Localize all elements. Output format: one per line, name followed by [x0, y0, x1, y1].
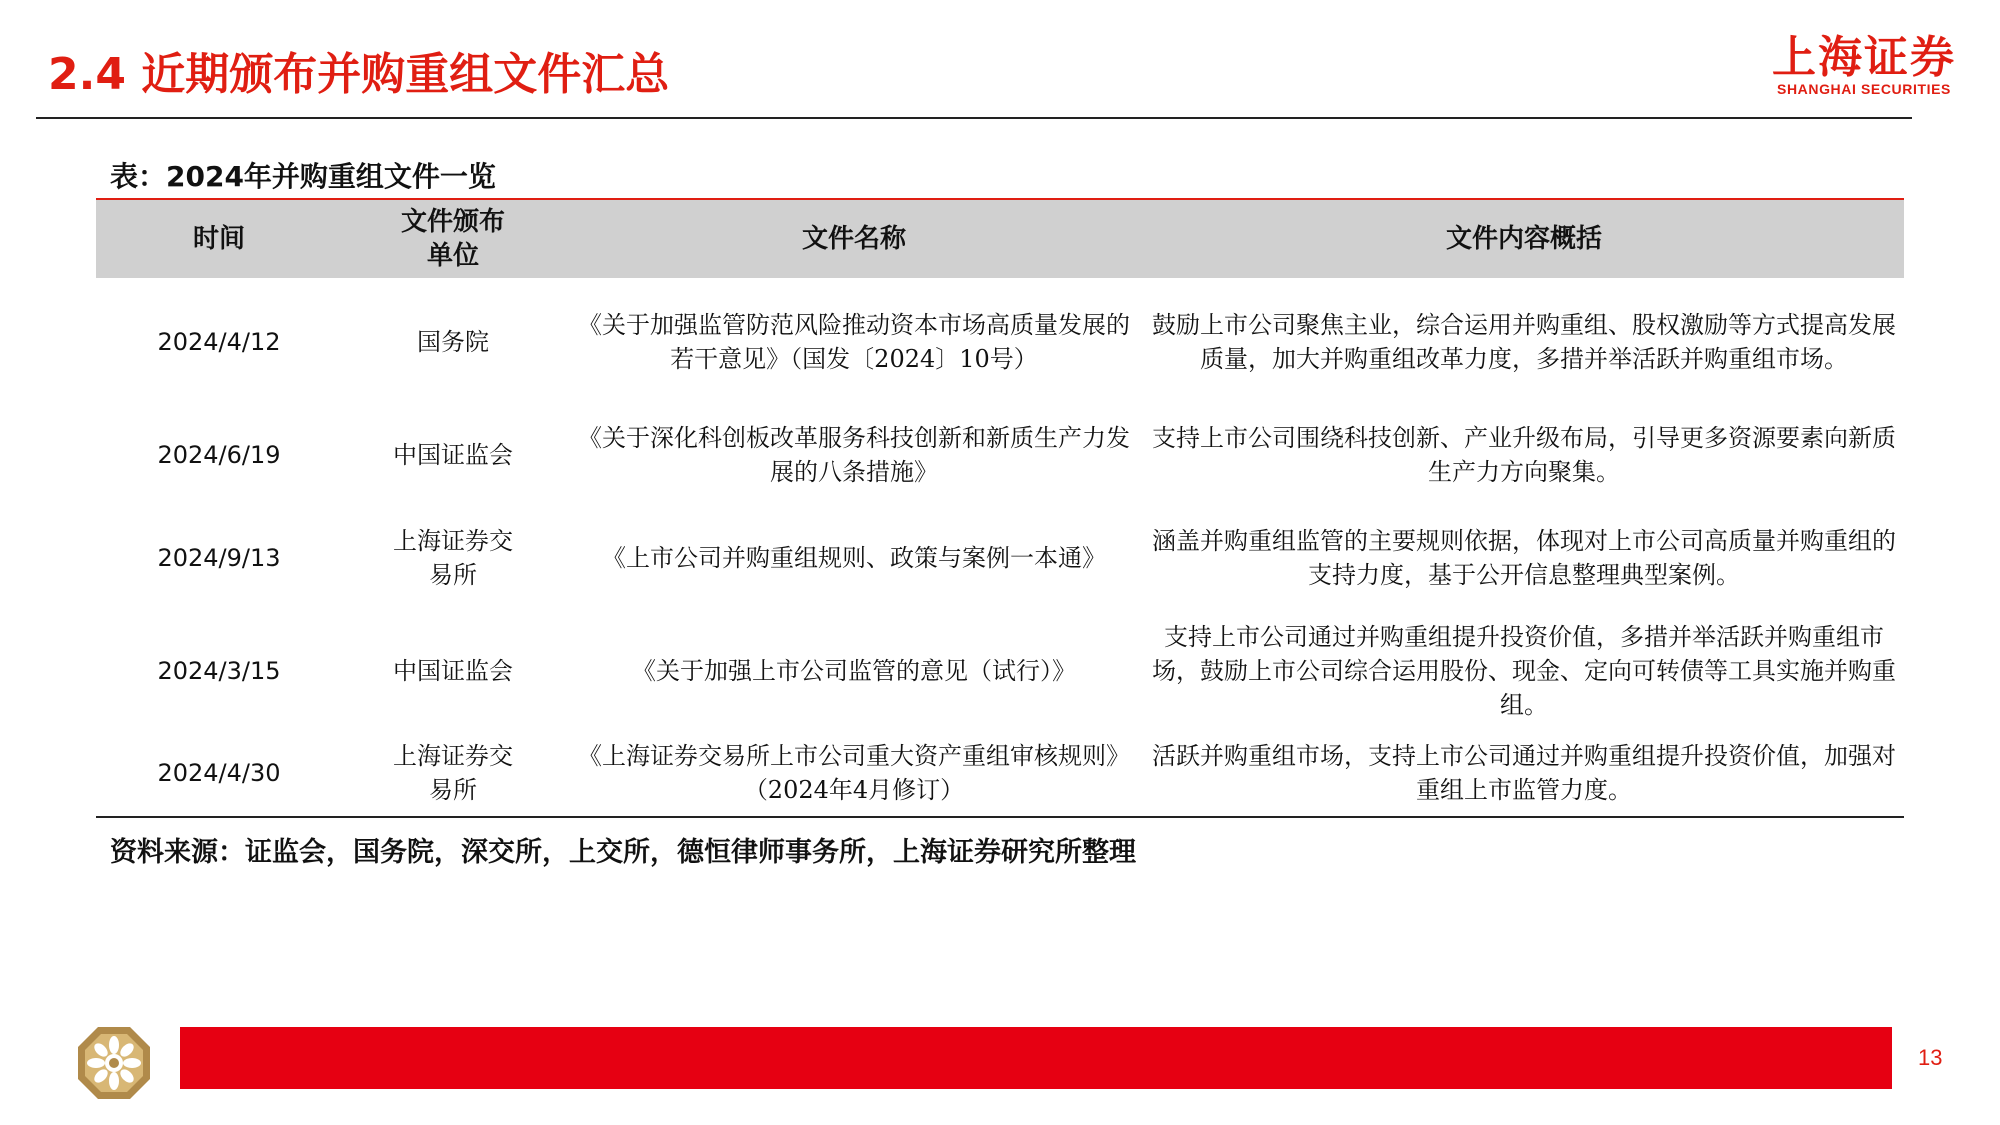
brand-name-cn: 上海证券 — [1772, 32, 1956, 83]
row-summary: 支持上市公司围绕科技创新、产业升级布局，引导更多资源要素向新质生产力方向聚集。 — [1152, 424, 1896, 486]
column-header-name: 文件名称 — [801, 224, 906, 254]
row-issuer: 上海证券交易所 — [393, 527, 513, 589]
column-header-summary: 文件内容概括 — [1445, 224, 1602, 254]
octagon-flower-logo-icon — [76, 1025, 152, 1101]
row-issuer: 中国证监会 — [393, 441, 513, 469]
row-date: 2024/9/13 — [157, 544, 281, 572]
row-document-name: 《关于加强上市公司监管的意见（试行）》 — [632, 657, 1076, 685]
table-row — [96, 730, 1904, 816]
page-number: 13 — [1918, 1045, 1943, 1070]
column-header-date: 时间 — [192, 224, 245, 254]
row-date: 2024/3/15 — [157, 657, 281, 685]
row-document-name: 《关于加强监管防范风险推动资本市场高质量发展的若干意见》（国发〔2024〕10号） — [578, 311, 1130, 373]
row-summary: 涵盖并购重组监管的主要规则依据，体现对上市公司高质量并购重组的支持力度，基于公开信息整理典型案例。 — [1152, 527, 1896, 589]
table-header-row — [96, 200, 1904, 278]
source-note: 资料来源：证监会，国务院，深交所，上交所，德恒律师事务所，上海证券研究所整理 — [110, 837, 1136, 868]
column-header-issuer: 文件颁布单位 — [400, 207, 505, 271]
row-issuer: 国务院 — [417, 328, 489, 356]
brand-name-en: SHANGHAI SECURITIES — [1777, 81, 1951, 97]
table-bottom-rule — [96, 816, 1904, 818]
table-row — [96, 612, 1904, 730]
documents-table — [96, 200, 1904, 816]
row-issuer: 上海证券交易所 — [393, 742, 513, 804]
row-document-name: 《关于深化科创板改革服务科技创新和新质生产力发展的八条措施》 — [578, 424, 1130, 486]
row-date: 2024/6/19 — [157, 441, 281, 469]
table-caption: 表：2024年并购重组文件一览 — [110, 160, 496, 193]
header-divider — [36, 117, 1912, 119]
footer-bar — [180, 1027, 1892, 1089]
page-title: 2.4 近期颁布并购重组文件汇总 — [48, 49, 670, 100]
row-date: 2024/4/12 — [157, 328, 281, 356]
row-issuer: 中国证监会 — [393, 657, 513, 685]
brand-logo — [1772, 34, 1956, 96]
table-row — [96, 504, 1904, 612]
table-row — [96, 278, 1904, 406]
row-document-name: 《上市公司并购重组规则、政策与案例一本通》 — [602, 544, 1106, 572]
row-summary: 活跃并购重组市场，支持上市公司通过并购重组提升投资价值，加强对重组上市监管力度。 — [1152, 742, 1896, 804]
row-date: 2024/4/30 — [157, 759, 281, 787]
row-summary: 鼓励上市公司聚焦主业，综合运用并购重组、股权激励等方式提高发展质量，加大并购重组改革力度，多措并举活跃并购重组市场。 — [1152, 311, 1896, 373]
row-summary: 支持上市公司通过并购重组提升投资价值，多措并举活跃并购重组市场，鼓励上市公司综合运用股份、现金、定向可转债等工具实施并购重组。 — [1152, 623, 1896, 719]
row-document-name: 《上海证券交易所上市公司重大资产重组审核规则》（2024年4月修订） — [578, 742, 1130, 804]
table-row — [96, 406, 1904, 504]
